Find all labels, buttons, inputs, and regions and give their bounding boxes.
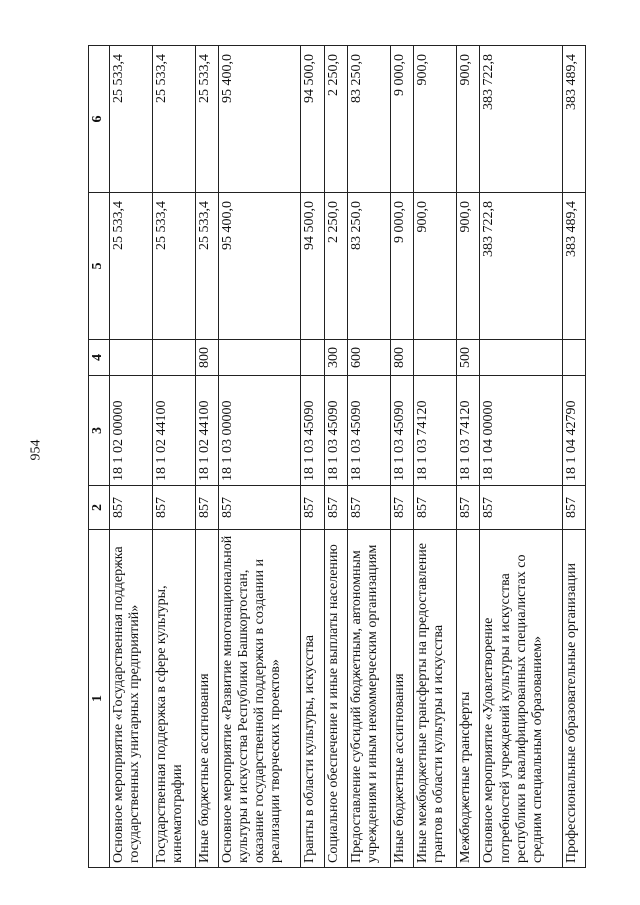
amount-cell-1: 9 000,0 <box>390 193 413 340</box>
amount-cell-2: 2 250,0 <box>324 46 347 193</box>
target-article-cell: 18 1 03 74120 <box>414 376 457 486</box>
table-row <box>110 46 153 868</box>
amount-cell-1: 83 250,0 <box>347 193 390 340</box>
row-name-cell: Основное мероприятие «Развитие многонациональной культуры и искусства Республики Башкортостан, оказание государственной поддержки в создании и реализации творческих проектов» <box>219 530 301 868</box>
expense-type-cell <box>219 340 301 376</box>
target-article-cell: 18 1 03 00000 <box>219 376 301 486</box>
admin-code-cell: 857 <box>324 486 347 530</box>
amount-cell-2: 9 000,0 <box>390 46 413 193</box>
target-article-cell: 18 1 04 00000 <box>480 376 562 486</box>
amount-cell-2: 383 722,8 <box>480 46 562 193</box>
expense-type-cell <box>110 340 153 376</box>
target-article-cell: 18 1 03 45090 <box>390 376 413 486</box>
target-article-cell: 18 1 03 45090 <box>301 376 324 486</box>
row-name-cell: Социальное обеспечение и иные выплаты населению <box>324 530 347 868</box>
table-row <box>301 46 324 868</box>
row-name-cell: Иные бюджетные ассигнования <box>390 530 413 868</box>
expense-type-cell: 500 <box>457 340 480 376</box>
expense-type-cell: 600 <box>347 340 390 376</box>
amount-cell-1: 25 533,4 <box>110 193 153 340</box>
amount-cell-2: 25 533,4 <box>152 46 195 193</box>
target-article-cell: 18 1 03 45090 <box>347 376 390 486</box>
table-row <box>347 46 390 868</box>
target-article-cell: 18 1 02 00000 <box>110 376 153 486</box>
admin-code-cell: 857 <box>195 486 218 530</box>
header-row <box>89 46 110 868</box>
admin-code-cell: 857 <box>301 486 324 530</box>
row-name-cell: Профессиональные образовательные организации <box>562 530 585 868</box>
admin-code-cell: 857 <box>457 486 480 530</box>
amount-cell-1: 25 533,4 <box>152 193 195 340</box>
admin-code-cell: 857 <box>480 486 562 530</box>
amount-cell-1: 95 400,0 <box>219 193 301 340</box>
amount-cell-1: 2 250,0 <box>324 193 347 340</box>
admin-code-cell: 857 <box>562 486 585 530</box>
table-row <box>152 46 195 868</box>
amount-cell-2: 900,0 <box>457 46 480 193</box>
expense-type-cell <box>152 340 195 376</box>
row-name-cell: Иные бюджетные ассигнования <box>195 530 218 868</box>
target-article-cell: 18 1 03 45090 <box>324 376 347 486</box>
column-header-1: 1 <box>89 530 110 868</box>
expense-type-cell: 300 <box>324 340 347 376</box>
rotated-page-content <box>88 46 586 868</box>
expense-type-cell <box>480 340 562 376</box>
amount-cell-1: 383 722,8 <box>480 193 562 340</box>
column-header-2: 2 <box>89 486 110 530</box>
target-article-cell: 18 1 02 44100 <box>152 376 195 486</box>
amount-cell-2: 25 533,4 <box>110 46 153 193</box>
column-header-4: 4 <box>89 340 110 376</box>
table-row <box>324 46 347 868</box>
row-name-cell: Предоставление субсидий бюджетным, автономным учреждениям и иным некоммерческим организациям <box>347 530 390 868</box>
column-header-5: 5 <box>89 193 110 340</box>
table-row <box>480 46 562 868</box>
row-name-cell: Основное мероприятие «Государственная поддержка государственных унитарных предприятий» <box>110 530 153 868</box>
target-article-cell: 18 1 04 42790 <box>562 376 585 486</box>
admin-code-cell: 857 <box>110 486 153 530</box>
row-name-cell: Основное мероприятие «Удовлетворение потребностей учреждений культуры и искусства республики в квалифицированных специалистах со средним специальным образованием» <box>480 530 562 868</box>
row-name-cell: Межбюджетные трансферты <box>457 530 480 868</box>
row-name-cell: Иные межбюджетные трансферты на предоставление грантов в области культуры и искусства <box>414 530 457 868</box>
row-name-cell: Гранты в области культуры, искусства <box>301 530 324 868</box>
target-article-cell: 18 1 03 74120 <box>457 376 480 486</box>
expense-type-cell <box>562 340 585 376</box>
amount-cell-2: 383 489,4 <box>562 46 585 193</box>
expense-type-cell <box>414 340 457 376</box>
amount-cell-1: 900,0 <box>414 193 457 340</box>
target-article-cell: 18 1 02 44100 <box>195 376 218 486</box>
table-row <box>390 46 413 868</box>
amount-cell-2: 95 400,0 <box>219 46 301 193</box>
amount-cell-1: 383 489,4 <box>562 193 585 340</box>
admin-code-cell: 857 <box>414 486 457 530</box>
amount-cell-1: 94 500,0 <box>301 193 324 340</box>
table-row <box>414 46 457 868</box>
table-row <box>562 46 585 868</box>
admin-code-cell: 857 <box>390 486 413 530</box>
admin-code-cell: 857 <box>152 486 195 530</box>
admin-code-cell: 857 <box>219 486 301 530</box>
amount-cell-2: 25 533,4 <box>195 46 218 193</box>
amount-cell-2: 900,0 <box>414 46 457 193</box>
budget-table <box>88 45 586 868</box>
column-header-3: 3 <box>89 376 110 486</box>
table-row <box>195 46 218 868</box>
expense-type-cell: 800 <box>195 340 218 376</box>
admin-code-cell: 857 <box>347 486 390 530</box>
expense-type-cell <box>301 340 324 376</box>
page-number: 954 <box>28 439 44 461</box>
column-header-6: 6 <box>89 46 110 193</box>
amount-cell-1: 25 533,4 <box>195 193 218 340</box>
amount-cell-2: 94 500,0 <box>301 46 324 193</box>
amount-cell-2: 83 250,0 <box>347 46 390 193</box>
table-row <box>457 46 480 868</box>
amount-cell-1: 900,0 <box>457 193 480 340</box>
row-name-cell: Государственная поддержка в сфере культуры, кинематографии <box>152 530 195 868</box>
table-row <box>219 46 301 868</box>
expense-type-cell: 800 <box>390 340 413 376</box>
